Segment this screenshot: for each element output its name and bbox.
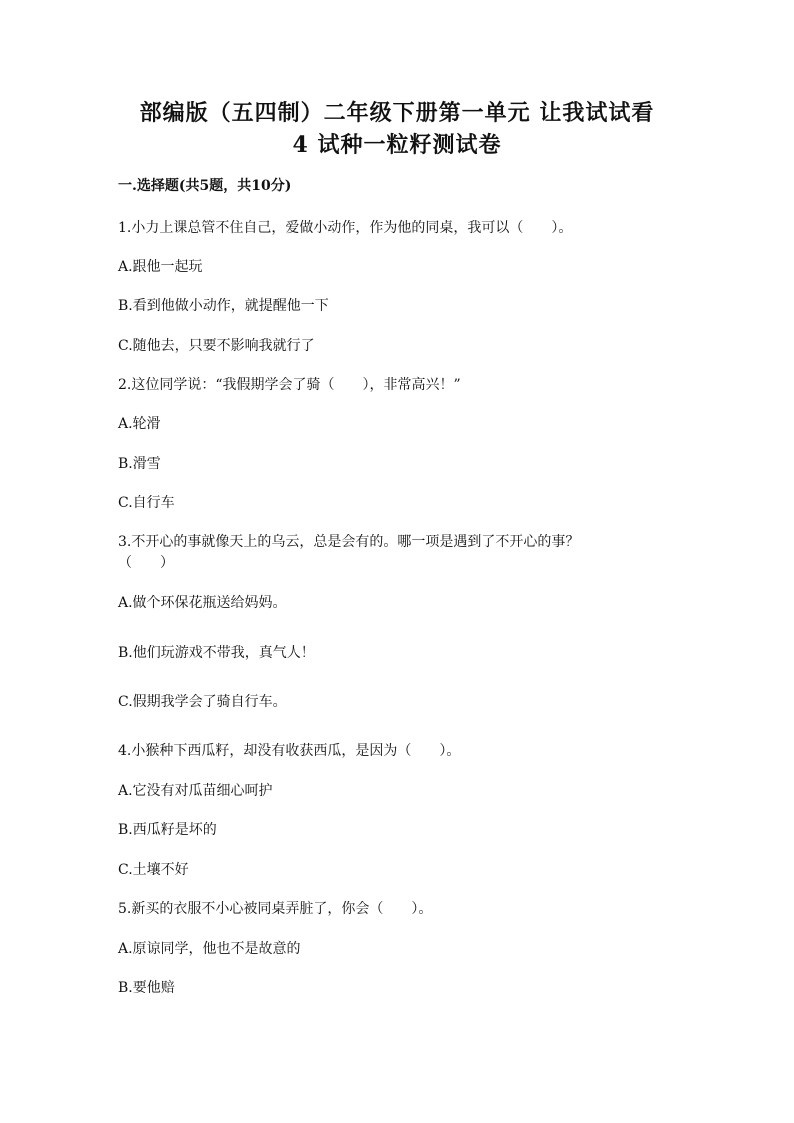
question-4-option-b: B.西瓜籽是坏的 — [118, 822, 217, 838]
question-1-option-a: A.跟他一起玩 — [118, 259, 203, 275]
question-5-option-b: B.要他赔 — [118, 980, 175, 996]
question-2-option-b: B.滑雪 — [118, 456, 161, 472]
question-5-stem: 5.新买的衣服不小心被同桌弄脏了，你会（ ）。 — [118, 901, 433, 917]
question-3-option-a: A.做个环保花瓶送给妈妈。 — [118, 595, 287, 611]
question-2-option-a: A.轮滑 — [118, 416, 161, 432]
question-1-option-c: C.随他去，只要不影响我就行了 — [118, 338, 315, 354]
page-title-line-1: 部编版（五四制）二年级下册第一单元 让我试试看 — [139, 100, 655, 126]
question-1-option-b: B.看到他做小动作，就提醒他一下 — [118, 298, 329, 314]
question-3-stem: 3.不开心的事就像天上的乌云，总是会有的。哪一项是遇到了不开心的事？ — [118, 534, 580, 550]
question-4-stem: 4.小猴种下西瓜籽，却没有收获西瓜，是因为（ ）。 — [118, 743, 461, 759]
section-heading: 一.选择题(共5题，共10分) — [118, 178, 292, 194]
question-3-option-c: C.假期我学会了骑自行车。 — [118, 694, 287, 710]
question-3-stem-continuation: （ ） — [118, 555, 174, 571]
question-4-option-c: C.土壤不好 — [118, 862, 189, 878]
question-2-option-c: C.自行车 — [118, 495, 175, 511]
question-2-stem: 2.这位同学说：“我假期学会了骑（ ），非常高兴！” — [118, 377, 461, 393]
page-title-line-2: 4 试种一粒籽测试卷 — [292, 132, 502, 158]
question-4-option-a: A.它没有对瓜苗细心呵护 — [118, 783, 273, 799]
question-3-option-b: B.他们玩游戏不带我，真气人！ — [118, 645, 315, 661]
question-5-option-a: A.原谅同学，他也不是故意的 — [118, 941, 301, 957]
question-1-stem: 1.小力上课总管不住自己，爱做小动作，作为他的同桌，我可以（ ）。 — [118, 220, 573, 236]
